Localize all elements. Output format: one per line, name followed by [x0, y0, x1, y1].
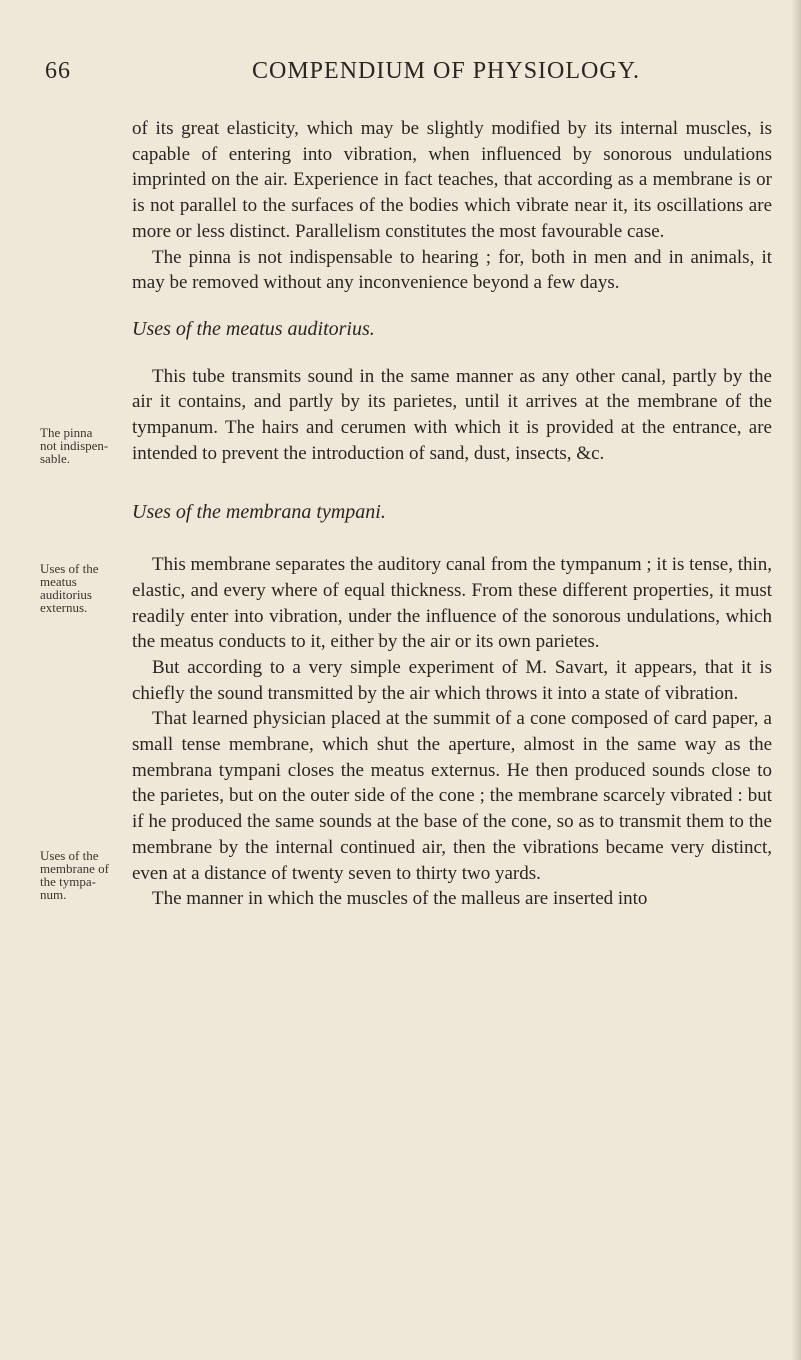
sidenote-line: membrane of	[40, 861, 109, 876]
section-heading: Uses of the meatus auditorius.	[132, 317, 375, 340]
sidenote-line: externus.	[40, 600, 88, 615]
main-text	[132, 116, 772, 912]
sidenote-meatus	[40, 562, 126, 614]
sidenote-line: sable.	[40, 451, 70, 466]
sidenote-line: not indispen-	[40, 438, 109, 453]
sidenote-membrane	[40, 849, 126, 901]
paragraph: of its great elasticity, which may be slightly modified by its internal muscles, is capable of entering into vibration, when influenced by sonorous undulations imprinted on the air. Experience in fact teaches, that according as a membrane is or is not parallel to the surfaces of the bodies which vibrate near it, its oscillations are more or less distinct. Parallelism constitutes the most favourable case.	[132, 118, 772, 242]
paragraph: The manner in which the muscles of the malleus are inserted into	[152, 888, 648, 910]
paragraph: But according to a very simple experiment of M. Savart, it appears, that it is chiefly the sound transmitted by the air which throws it into a state of vibration.	[132, 656, 772, 704]
paragraph: This membrane separates the auditory canal from the tympanum ; it is tense, thin, elastic, and every where of equal thickness. From these different properties, it must readily enter into vibration, under the influence of the sonorous undulations, which the meatus conducts to it, either by the air or its own parietes.	[132, 554, 772, 653]
paragraph: That learned physician placed at the summit of a cone composed of card paper, a small tense membrane, which shut the aperture, almost in the same way as the membrana tympani closes the meatus externus. He then produced sounds close to the parietes, but on the outer side of the cone ; the membrane scarcely vibrated : but if he produced the same sounds at the base of the cone, so as to transmit them to the membrane by the internal continued air, then the vibrations became very distinct, even at a distance of twenty seven to thirty two yards.	[132, 708, 772, 884]
sidenote-pinna	[40, 426, 126, 465]
sidenote-line: auditorius	[40, 587, 92, 602]
page-header	[0, 58, 801, 88]
paragraph: The pinna is not indispensable to hearing ; for, both in men and in animals, it may be removed without any inconvenience beyond a few days.	[132, 246, 772, 294]
section-heading: Uses of the membrana tympani.	[132, 501, 386, 524]
sidenote-line: Uses of the	[40, 848, 99, 863]
page-number: 66	[45, 58, 71, 84]
page-edge-shadow	[791, 0, 801, 1360]
sidenote-line: Uses of the	[40, 561, 99, 576]
sidenote-line: num.	[40, 887, 67, 902]
running-title: COMPENDIUM OF PHYSIOLOGY.	[252, 58, 640, 84]
sidenote-line: the tympa-	[40, 874, 96, 889]
paragraph: This tube transmits sound in the same manner as any other canal, partly by the air it contains, and partly by its parietes, until it arrives at the membrane of the tympanum. The hairs and cerumen with which it is provided at the entrance, are intended to prevent the introduction of sand, dust, insects, &c.	[132, 365, 772, 464]
sidenote-line: meatus	[40, 574, 77, 589]
sidenote-line: The pinna	[40, 425, 93, 440]
